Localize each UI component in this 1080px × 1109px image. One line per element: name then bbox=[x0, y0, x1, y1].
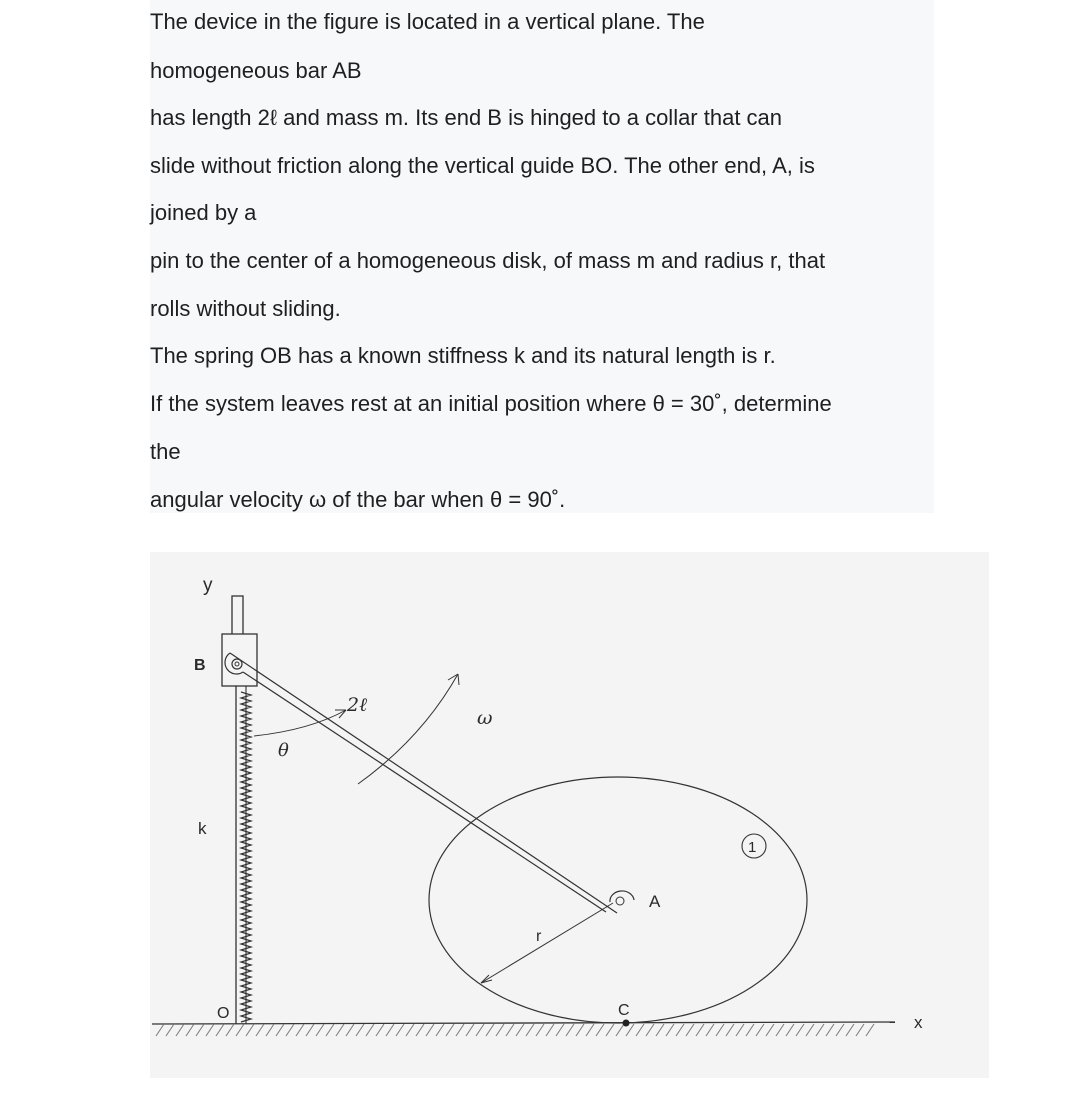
problem-line: joined by a bbox=[150, 200, 257, 225]
ground-line bbox=[152, 1022, 895, 1024]
mechanism-figure bbox=[150, 552, 989, 1078]
omega-label: ω bbox=[477, 707, 493, 729]
problem-line: homogeneous bar AB bbox=[150, 58, 362, 83]
point-b-label: B bbox=[194, 657, 206, 674]
disk bbox=[429, 777, 807, 1023]
radius-arrowhead bbox=[481, 975, 492, 983]
bar-length-label: 2ℓ bbox=[347, 694, 368, 716]
problem-line: rolls without sliding. bbox=[150, 296, 341, 321]
theta-arrowhead bbox=[335, 710, 346, 718]
problem-line: If the system leaves rest at an initial position where θ = 30˚, determine bbox=[150, 391, 832, 416]
pin-a-center bbox=[616, 897, 624, 905]
radius-line bbox=[481, 903, 613, 983]
ground-hatching bbox=[156, 1024, 874, 1036]
problem-line: angular velocity ω of the bar when θ = 90˚. bbox=[150, 487, 566, 512]
point-c-label: C bbox=[618, 1002, 630, 1019]
disk-number-label: 1 bbox=[748, 839, 757, 856]
problem-line: pin to the center of a homogeneous disk, of mass m and radius r, that bbox=[150, 248, 826, 273]
y-axis-label: y bbox=[203, 575, 213, 596]
omega-arc bbox=[358, 674, 458, 784]
problem-statement bbox=[150, 0, 934, 513]
problem-line: the bbox=[150, 439, 181, 464]
contact-point-c bbox=[623, 1020, 630, 1027]
problem-line: slide without friction along the vertical guide BO. The other end, A, is bbox=[150, 153, 815, 178]
pin-a bbox=[610, 891, 634, 902]
problem-line: The device in the figure is located in a vertical plane. The bbox=[150, 9, 705, 34]
point-o-label: O bbox=[217, 1005, 230, 1022]
x-axis-label: x bbox=[914, 1013, 923, 1032]
spring-label: k bbox=[198, 819, 207, 838]
radius-label: r bbox=[536, 928, 542, 945]
problem-line: The spring OB has a known stiffness k and its natural length is r. bbox=[150, 343, 776, 368]
point-a-label: A bbox=[649, 892, 661, 911]
theta-label: θ bbox=[278, 740, 289, 761]
mechanism-diagram bbox=[150, 552, 989, 1078]
theta-arc bbox=[254, 710, 346, 736]
problem-line: has length 2ℓ and mass m. Its end B is hinged to a collar that can bbox=[150, 105, 783, 130]
